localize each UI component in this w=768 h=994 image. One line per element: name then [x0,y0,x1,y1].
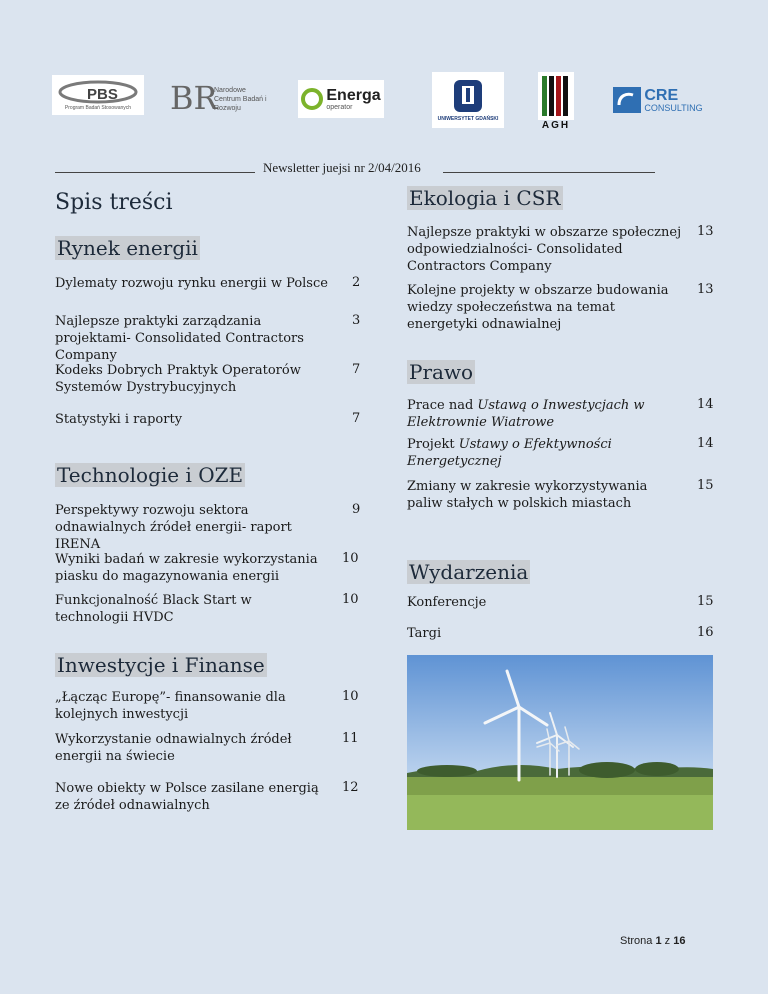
ncbr-br-icon [170,79,218,119]
section-prawo-title: Prawo [409,360,474,384]
toc-entry-prefix: Prace nad [407,398,478,413]
toc-page-number: 9 [352,502,361,517]
toc-entry[interactable]: „Łącząc Europę”- finansowanie dla kolejnych inwestycji [55,690,286,722]
toc-page-number: 10 [342,592,359,607]
toc-entry[interactable]: Funkcjonalność Black Start w technologii HVDC [55,593,252,625]
footer-of: z [664,935,671,947]
ug-logo [432,72,504,128]
toc-entry[interactable]: Targi [407,626,442,641]
ug-name: UNIWERSYTET GDAŃSKI [437,116,499,122]
toc-page-number: 3 [352,313,361,328]
cre-mark-icon [613,87,641,113]
toc-title: Spis treści [55,190,173,215]
toc-page-number: 14 [697,397,714,412]
toc-entry[interactable]: Wyniki badań w zakresie wykorzystania piasku do magazynowania energii [55,552,318,584]
agh-logo [536,70,576,132]
agh-emblem-icon [538,72,574,120]
toc-page-number: 7 [352,411,361,426]
section-rynek-title: Rynek energii [57,236,198,260]
toc-page-number: 12 [342,780,359,795]
toc-entry[interactable] [407,436,647,470]
svg-text:PBS: PBS [87,86,118,103]
newsletter-header [55,160,705,176]
cre-subtitle: CONSULTING [644,102,703,113]
header-rule-left [55,171,255,173]
toc-entry[interactable]: Wykorzystanie odnawialnych źródeł energii na świecie [55,732,292,764]
cre-logo [604,86,712,114]
toc-entry[interactable]: Dylematy rozwoju rynku energii w Polsce [55,276,328,291]
energa-e-icon [301,88,323,110]
pbs-swoosh-icon [53,79,143,105]
page-footer [620,935,685,947]
footer-total: 16 [673,935,686,947]
ug-crest-icon [450,78,486,116]
toc-page-number: 7 [352,362,361,377]
toc-page-number: 13 [697,282,714,297]
toc-entry[interactable]: Kodeks Dobrych Praktyk Operatorów Systemów Dystrybucyjnych [55,363,301,395]
toc-entry[interactable]: Perspektywy rozwoju sektora odnawialnych źródeł energii- raport IRENA [55,503,292,552]
ncbr-name: Narodowe Centrum Badań i Rozwoju [214,86,267,112]
toc-entry-italic: Ustawą o Inwestycjach w Elektrownie Wiatrowe [407,398,645,430]
footer-page: 1 [655,935,662,947]
toc-entry[interactable]: Najlepsze praktyki zarządzania projektami- Consolidated Contractors Company [55,314,304,363]
section-inwestycje-title: Inwestycje i Finanse [57,653,265,677]
toc-entry[interactable]: Konferencje [407,595,487,610]
pbs-logo [52,75,144,115]
toc-entry[interactable]: Nowe obiekty w Polsce zasilane energią ze źródeł odnawialnych [55,781,319,813]
pbs-subtitle: Program Badań Stosowanych [64,105,132,111]
header-text: Newsletter juejsi nr 2/04/2016 [263,160,421,175]
toc-entry[interactable]: Zmiany w zakresie wykorzystywania paliw stałych w polskich miastach [407,479,648,511]
toc-page-number: 10 [342,689,359,704]
section-technologie-title: Technologie i OZE [57,463,244,487]
toc-page-number: 14 [697,436,714,451]
ncbr-logo [170,78,270,120]
energa-logo [298,80,384,118]
cre-name: CRE [644,86,679,104]
energa-subtitle: operator [326,103,353,111]
toc-page-number: 15 [697,594,714,609]
section-wydarzenia-title: Wydarzenia [409,560,529,584]
energa-name: Energa [326,86,381,104]
wind-farm-photo [407,655,713,830]
toc-entry[interactable] [407,397,657,431]
toc-page-number: 16 [697,625,714,640]
toc-page-number: 11 [342,731,359,746]
agh-name: AGH [541,119,571,131]
toc-entry[interactable]: Statystyki i raporty [55,412,183,427]
toc-entry-italic: Ustawy o Efektywności Energetycznej [407,437,612,469]
toc-page-number: 15 [697,478,714,493]
toc-entry-prefix: Projekt [407,437,459,452]
toc-entry[interactable]: Kolejne projekty w obszarze budowania wiedzy społeczeństwa na temat energetyki odnawialnej [407,283,669,332]
toc-entry[interactable]: Najlepsze praktyki w obszarze społecznej odpowiedzialności- Consolidated Contractors Company [407,225,682,274]
header-rule-right [443,171,655,173]
footer-label: Strona [620,935,653,947]
toc-page-number: 10 [342,551,359,566]
toc-page-number: 2 [352,275,361,290]
toc-page-number: 13 [697,224,714,239]
section-ekologia-title: Ekologia i CSR [409,186,561,210]
svg-text:BR: BR [170,79,218,117]
